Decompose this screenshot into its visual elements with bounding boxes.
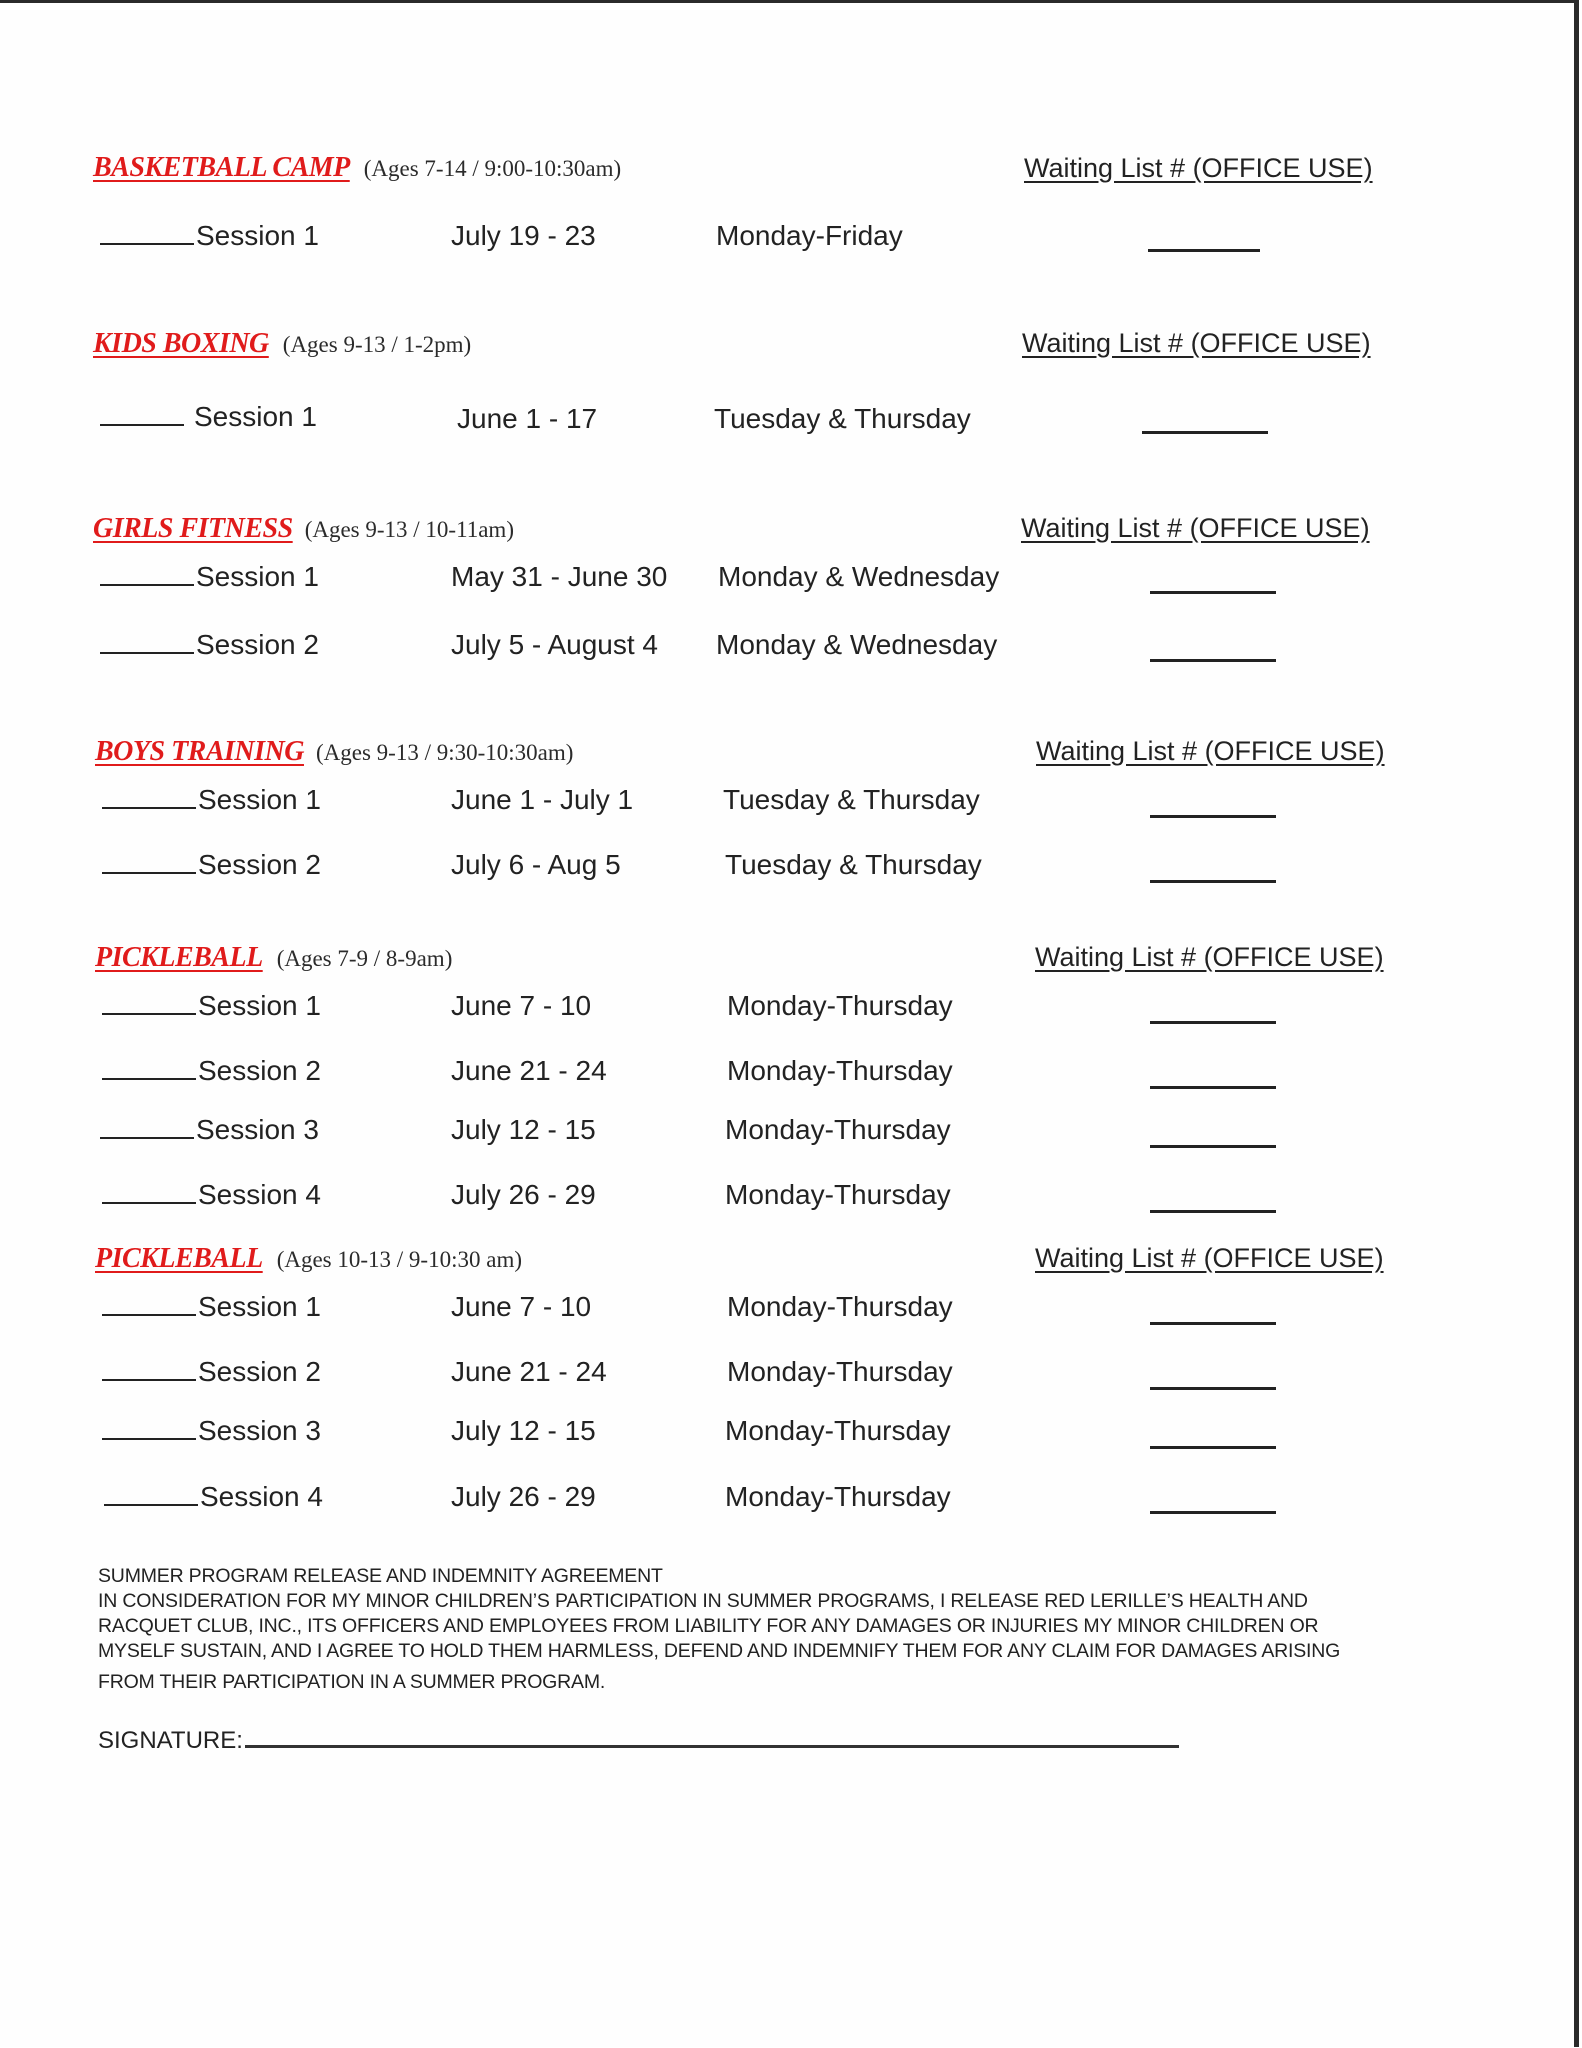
session-days: Monday-Thursday [727,1291,953,1322]
session-dates: June 21 - 24 [451,1356,607,1387]
program-header-basketball-camp [93,152,621,184]
waiting-list-blank[interactable] [1150,880,1276,883]
session-days: Tuesday & Thursday [714,403,971,434]
program-header-pickleball-10-13 [95,1243,522,1275]
session-label: Session 4 [200,1481,323,1512]
session-checkbox-blank[interactable] [100,562,194,586]
session-days: Monday-Thursday [725,1481,951,1512]
agreement-line: RACQUET CLUB, INC., ITS OFFICERS AND EMPLOYEES FROM LIABILITY FOR ANY DAMAGES OR INJURIES MY MINOR CHILDREN OR [98,1615,1319,1637]
program-title: GIRLS FITNESS [93,513,293,544]
waiting-list-blank[interactable] [1150,1086,1276,1089]
session-row [100,561,319,593]
program-title: KIDS BOXING [93,328,269,359]
session-label: Session 1 [198,1291,321,1322]
session-days: Monday-Thursday [725,1179,951,1210]
session-checkbox-blank[interactable] [100,402,184,426]
waiting-list-blank[interactable] [1150,1021,1276,1024]
session-days: Monday & Wednesday [716,629,998,660]
session-dates: July 26 - 29 [451,1179,596,1210]
session-days: Monday-Thursday [727,990,953,1021]
program-title: PICKLEBALL [95,942,263,973]
session-label: Session 1 [196,561,319,592]
waiting-list-blank[interactable] [1142,431,1268,434]
agreement-line: MYSELF SUSTAIN, AND I AGREE TO HOLD THEM HARMLESS, DEFEND AND INDEMNIFY THEM FOR ANY CLAIM FOR DAMAGES ARISING [98,1640,1341,1662]
session-label: Session 1 [194,401,317,432]
session-label: Session 3 [198,1415,321,1446]
session-dates: June 1 - July 1 [451,784,634,815]
waiting-list-blank[interactable] [1150,1210,1276,1213]
session-days: Tuesday & Thursday [723,784,980,815]
waiting-list-blank[interactable] [1150,1145,1276,1148]
waiting-list-header: Waiting List # (OFFICE USE) [1024,153,1373,183]
session-dates: July 12 - 15 [451,1114,596,1145]
session-row [100,629,319,661]
session-dates: May 31 - June 30 [451,561,668,592]
session-days: Monday-Thursday [725,1114,951,1145]
session-label: Session 2 [198,1055,321,1086]
session-row [102,1291,321,1323]
program-header-pickleball-7-9 [95,942,452,974]
session-row [100,1114,319,1146]
session-checkbox-blank[interactable] [102,1056,196,1080]
session-dates: June 21 - 24 [451,1055,607,1086]
program-header-girls-fitness [93,513,514,545]
agreement-title: SUMMER PROGRAM RELEASE AND INDEMNITY AGREEMENT [98,1565,663,1587]
session-checkbox-blank[interactable] [102,850,196,874]
session-label: Session 1 [198,784,321,815]
session-days: Monday-Thursday [727,1356,953,1387]
waiting-list-header: Waiting List # (OFFICE USE) [1022,328,1371,358]
waiting-list-blank[interactable] [1150,1511,1276,1514]
waiting-list-blank[interactable] [1150,659,1276,662]
session-checkbox-blank[interactable] [102,1416,196,1440]
waiting-list-blank[interactable] [1150,1387,1276,1390]
program-details: (Ages 9-13 / 9:30-10:30am) [315,740,574,765]
agreement-line: FROM THEIR PARTICIPATION IN A SUMMER PROGRAM. [98,1671,606,1693]
session-label: Session 4 [198,1179,321,1210]
session-checkbox-blank[interactable] [102,1292,196,1316]
session-label: Session 2 [196,629,319,660]
session-checkbox-blank[interactable] [102,991,196,1015]
session-row [102,1179,321,1211]
session-dates: July 12 - 15 [451,1415,596,1446]
session-checkbox-blank[interactable] [100,630,194,654]
session-days: Tuesday & Thursday [725,849,982,880]
session-label: Session 1 [198,990,321,1021]
session-checkbox-blank[interactable] [104,1482,198,1506]
waiting-list-blank[interactable] [1148,249,1260,252]
session-label: Session 1 [196,220,319,251]
session-checkbox-blank[interactable] [102,785,196,809]
session-days: Monday-Friday [716,220,903,251]
session-row [102,1415,321,1447]
session-dates: July 26 - 29 [451,1481,596,1512]
session-checkbox-blank[interactable] [100,1115,194,1139]
session-row [102,1055,321,1087]
agreement-line: IN CONSIDERATION FOR MY MINOR CHILDREN’S PARTICIPATION IN SUMMER PROGRAMS, I RELEASE RED LERILLE’S HEALTH AND [98,1590,1308,1612]
session-row [102,784,321,816]
session-dates: June 7 - 10 [451,990,592,1021]
session-row [102,990,321,1022]
waiting-list-blank[interactable] [1150,1446,1276,1449]
waiting-list-header: Waiting List # (OFFICE USE) [1036,736,1385,766]
waiting-list-header: Waiting List # (OFFICE USE) [1021,513,1370,543]
signature-row [98,1725,1179,1755]
session-checkbox-blank[interactable] [102,1180,196,1204]
release-agreement [98,1564,1340,1695]
program-details: (Ages 9-13 / 1-2pm) [282,332,472,357]
signature-label: SIGNATURE: [98,1727,243,1754]
program-title: PICKLEBALL [95,1243,263,1274]
signature-field[interactable] [245,1725,1179,1748]
waiting-list-blank[interactable] [1150,591,1276,594]
program-header-boys-training [95,736,573,768]
session-row [104,1481,323,1513]
session-dates: June 1 - 17 [457,403,598,434]
session-days: Monday-Thursday [725,1415,951,1446]
session-days: Monday & Wednesday [718,561,1000,592]
program-title: BOYS TRAINING [95,736,304,767]
program-details: (Ages 9-13 / 10-11am) [304,517,514,542]
waiting-list-header: Waiting List # (OFFICE USE) [1035,942,1384,972]
session-dates: June 7 - 10 [451,1291,592,1322]
program-details: (Ages 10-13 / 9-10:30 am) [276,1247,522,1272]
session-label: Session 2 [198,1356,321,1387]
program-header-kids-boxing [93,328,471,360]
session-row [100,220,319,252]
program-details: (Ages 7-14 / 9:00-10:30am) [363,156,622,181]
session-row [102,1356,321,1388]
session-dates: July 19 - 23 [451,220,596,251]
session-dates: July 5 - August 4 [451,629,659,660]
waiting-list-header: Waiting List # (OFFICE USE) [1035,1243,1384,1273]
session-checkbox-blank[interactable] [100,221,194,245]
session-label: Session 3 [196,1114,319,1145]
session-row [100,401,317,433]
program-details: (Ages 7-9 / 8-9am) [276,946,453,971]
session-days: Monday-Thursday [727,1055,953,1086]
program-title: BASKETBALL CAMP [93,152,350,183]
session-dates: July 6 - Aug 5 [451,849,621,880]
session-label: Session 2 [198,849,321,880]
session-checkbox-blank[interactable] [102,1357,196,1381]
waiting-list-blank[interactable] [1150,815,1276,818]
waiting-list-blank[interactable] [1150,1322,1276,1325]
session-row [102,849,321,881]
